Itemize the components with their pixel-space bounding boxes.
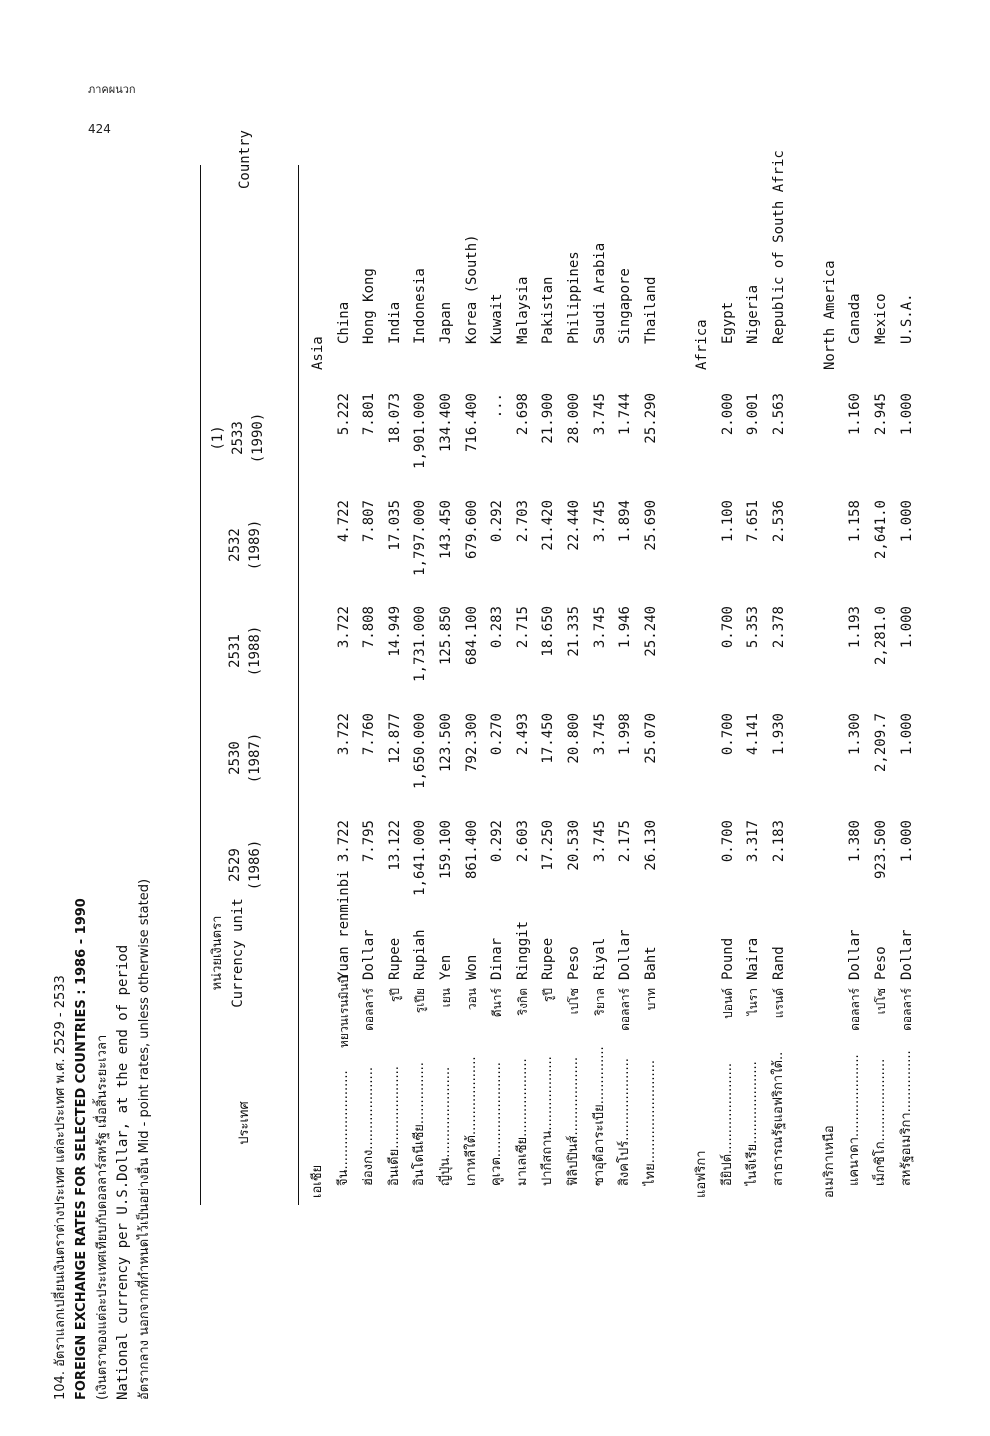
currency-unit-thai: เยน	[438, 988, 453, 1008]
table-spacer	[791, 120, 817, 1410]
country-english: Korea (South)	[463, 234, 480, 344]
rate-value: 25.290	[642, 393, 659, 444]
currency-unit-english: Dollar	[847, 929, 864, 980]
currency-unit-thai: ริยาล	[592, 988, 607, 1016]
table-row	[459, 120, 485, 1410]
currency-unit-thai: ดอลลาร์	[848, 988, 863, 1031]
header-year-1986: 2529 (1986)	[227, 839, 263, 891]
currency-unit-english: Yen	[437, 954, 454, 980]
rate-value: 1.100	[719, 500, 736, 543]
table-body	[305, 120, 919, 1410]
currency-unit-thai: ริงกิต	[515, 988, 530, 1016]
country-english: Republic of South Afric	[770, 150, 787, 344]
currency-unit-english: Dollar	[898, 929, 915, 980]
country-thai: จีน........................	[335, 1070, 351, 1186]
rate-value: 18.073	[386, 393, 403, 444]
header-currency-unit: หน่วยเงินตรา Currency unit	[210, 898, 246, 1008]
rate-value: 3.722	[335, 820, 352, 863]
rate-value: 3.317	[745, 820, 762, 863]
rate-value: 3.745	[591, 500, 608, 543]
country-thai: เกาหลีใต้...................	[463, 1056, 479, 1186]
country-thai: เม็กซิโก....................	[873, 1058, 889, 1186]
rate-value: 5.222	[335, 393, 352, 436]
rate-value: 2.563	[770, 393, 787, 436]
rate-value: 26.130	[642, 820, 659, 871]
rate-value: 2,281.0	[873, 606, 890, 666]
country-thai: ไนจีเรีย....................	[745, 1061, 761, 1186]
currency-unit-english: Dinar	[489, 937, 506, 980]
country-english: Pakistan	[540, 276, 557, 344]
rate-value: 7.760	[361, 713, 378, 756]
rate-value: 679.600	[463, 500, 480, 560]
rate-value: 0.270	[489, 713, 506, 756]
subtitle-note: อัตรากลาง นอกจากที่กำหนดไว้เป็นอย่างอื่น Mid - point rates, unless otherwise stated)	[137, 878, 152, 1400]
currency-unit-english: Dollar	[361, 929, 378, 980]
rate-value: 123.500	[437, 713, 454, 773]
table-row	[535, 120, 561, 1410]
currency-unit-thai: หยวนเรนมินบิ	[336, 975, 351, 1048]
rate-value: 2.603	[514, 820, 531, 863]
rate-value: 7.807	[361, 500, 378, 543]
rate-value: 20.530	[565, 820, 582, 871]
title-line-english: FOREIGN EXCHANGE RATES FOR SELECTED COUNTRIES : 1986 - 1990	[74, 898, 89, 1400]
rate-value: 0.700	[719, 820, 736, 863]
country-english: Philippines	[565, 251, 582, 344]
rate-value: 25.070	[642, 713, 659, 764]
table-row	[715, 120, 741, 1410]
rate-value: 1.000	[898, 820, 915, 863]
group-label-english: North America	[821, 260, 838, 370]
group-label-thai: แอฟริกา	[693, 1150, 709, 1198]
rate-value: 3.745	[591, 606, 608, 649]
table-group-row	[689, 120, 715, 1410]
rate-value: 1.380	[847, 820, 864, 863]
table-row	[331, 120, 357, 1410]
rate-value: 1.946	[617, 606, 634, 649]
rate-value: 1.158	[847, 500, 864, 543]
country-thai: สิงคโปร์....................	[617, 1058, 633, 1186]
table-row	[868, 120, 894, 1410]
currency-unit-english: Pound	[719, 937, 736, 980]
country-thai: ฮ่องกง....................	[361, 1067, 377, 1186]
table-row	[484, 120, 510, 1410]
currency-unit-thai: รูปี	[387, 988, 402, 1003]
currency-unit-thai: รูเปีย	[413, 988, 428, 1014]
header-country-thai: ประเทศ	[237, 1101, 252, 1145]
rate-value: 1.000	[898, 393, 915, 436]
group-label-thai: อเมริกาเหนือ	[821, 1125, 837, 1198]
currency-unit-english: Peso	[873, 946, 890, 980]
currency-unit-english: Baht	[642, 946, 659, 980]
country-thai: สหรัฐอเมริกา...............	[898, 1050, 914, 1186]
rate-value: 2.945	[873, 393, 890, 436]
table-row	[612, 120, 638, 1410]
rate-value: 861.400	[463, 820, 480, 880]
rate-value: 4.722	[335, 500, 352, 543]
group-label-thai: เอเชีย	[310, 1164, 325, 1198]
page-number: 424	[88, 122, 111, 136]
rate-value: 3.745	[591, 393, 608, 436]
subtitle-thai: (เงินตราของแต่ละประเทศเทียบกับดอลลาร์สหรัฐ เมื่อสิ้นระยะเวลา	[95, 1034, 110, 1400]
rate-value: 3.745	[591, 713, 608, 756]
rate-value: 2,641.0	[873, 500, 890, 560]
table-title	[50, 130, 155, 1400]
rate-value: 1,731.000	[412, 606, 429, 682]
currency-unit-thai: รูปี	[541, 988, 556, 1003]
rate-value: 2.493	[514, 713, 531, 756]
country-english: Indonesia	[412, 268, 429, 344]
currency-unit-english: Ringgit	[514, 920, 531, 980]
country-english: China	[335, 301, 352, 344]
rate-value: 7.795	[361, 820, 378, 863]
table-row	[587, 120, 613, 1410]
rate-value: 1.000	[898, 713, 915, 756]
rate-value: 1.998	[617, 713, 634, 756]
rate-value: 13.122	[386, 820, 403, 871]
rate-value: 1,650.000	[412, 713, 429, 789]
rate-value: 25.690	[642, 500, 659, 551]
rate-value: 1.894	[617, 500, 634, 543]
country-english: Japan	[437, 301, 454, 344]
rate-value: 2.183	[770, 820, 787, 863]
country-english: Egypt	[719, 301, 736, 344]
rate-value: 159.100	[437, 820, 454, 880]
currency-unit-english: Yuan renminbi	[335, 870, 352, 980]
country-english: Kuwait	[489, 293, 506, 344]
rate-value: 1,641.000	[412, 820, 429, 896]
header-year-1987: 2530 (1987)	[227, 732, 263, 784]
rate-value: 5.353	[745, 606, 762, 649]
rate-value: 21.420	[540, 500, 557, 551]
table-header-rule	[298, 165, 299, 1205]
rate-value: 0.700	[719, 606, 736, 649]
country-english: India	[386, 301, 403, 344]
currency-unit-thai: แรนด์	[771, 988, 786, 1019]
rate-value: 684.100	[463, 606, 480, 666]
table-group-row	[305, 120, 331, 1410]
rate-value: 923.500	[873, 820, 890, 880]
country-english: Thailand	[642, 276, 659, 344]
rate-value: 2.536	[770, 500, 787, 543]
country-thai: ไทย.........................	[642, 1059, 658, 1186]
rate-value: ...	[489, 393, 506, 419]
rate-value: 1.000	[898, 606, 915, 649]
country-thai: สาธารณรัฐแอฟริกาใต้..	[770, 1051, 786, 1186]
rate-value: 22.440	[565, 500, 582, 551]
country-thai: มาเลเซีย...................	[514, 1058, 530, 1186]
country-english: Hong Kong	[361, 268, 378, 344]
table-group-row	[817, 120, 843, 1410]
country-english: Saudi Arabia	[591, 242, 608, 344]
country-thai: อินเดีย....................	[386, 1066, 402, 1186]
rate-value: 1,797.000	[412, 500, 429, 576]
rate-value: 18.650	[540, 606, 557, 657]
country-english: Singapore	[617, 268, 634, 344]
country-thai: อินโดนีเซีย...............	[412, 1062, 428, 1186]
country-thai: ปากีสถาน..................	[540, 1056, 556, 1186]
currency-unit-english: Dollar	[617, 929, 634, 980]
rate-value: 716.400	[463, 393, 480, 453]
rate-value: 14.949	[386, 606, 403, 657]
country-english: Malaysia	[514, 276, 531, 344]
country-english: Nigeria	[745, 284, 762, 344]
currency-unit-english: Rupee	[386, 937, 403, 980]
rate-value: 0.292	[489, 820, 506, 863]
rate-value: 12.877	[386, 713, 403, 764]
currency-unit-thai: ดอลลาร์	[618, 988, 633, 1031]
group-label-english: Asia	[310, 336, 326, 370]
rate-value: 2.698	[514, 393, 531, 436]
rate-value: 9.001	[745, 393, 762, 436]
currency-unit-thai: ไนรา	[746, 988, 761, 1016]
header-year-1988: 2531 (1988)	[227, 625, 263, 677]
table-row	[894, 120, 920, 1410]
rate-value: 1,901.000	[412, 393, 429, 469]
currency-unit-english: Riyal	[591, 937, 608, 980]
rate-value: 1.930	[770, 713, 787, 756]
country-english: U.S.A.	[898, 293, 915, 344]
table-spacer	[663, 120, 689, 1410]
country-thai: คูเวต.......................	[489, 1062, 505, 1186]
title-line-thai: 104. อัตราแลกเปลี่ยนเงินตราต่างประเทศ แต่ละประเทศ พ.ศ. 2529 - 2533	[53, 975, 68, 1400]
rate-value: 792.300	[463, 713, 480, 773]
country-thai: ญี่ปุ่น......................	[437, 1066, 453, 1186]
table-row	[561, 120, 587, 1410]
rate-value: 2,209.7	[873, 713, 890, 773]
group-label-english: Africa	[693, 319, 710, 370]
currency-unit-english: Rand	[770, 946, 787, 980]
rate-value: 1.160	[847, 393, 864, 436]
rotated-table-sheet	[50, 120, 920, 1410]
rate-value: 17.035	[386, 500, 403, 551]
currency-unit-english: Naira	[745, 937, 762, 980]
rate-value: 2.715	[514, 606, 531, 649]
currency-unit-english: Won	[463, 954, 480, 980]
rate-value: 2.703	[514, 500, 531, 543]
table-row	[407, 120, 433, 1410]
table-row	[382, 120, 408, 1410]
rate-value: 1.193	[847, 606, 864, 649]
currency-unit-thai: เปโซ	[566, 988, 581, 1015]
rate-value: 17.450	[540, 713, 557, 764]
header-note-1: (1)	[210, 425, 226, 451]
rate-value: 7.651	[745, 500, 762, 543]
subtitle-english: National currency per U.S.Dollar, at the end of period	[115, 944, 131, 1400]
rate-value: 134.400	[437, 393, 454, 453]
table-row	[740, 120, 766, 1410]
rate-value: 4.141	[745, 713, 762, 756]
header-year-1990: (1) 2533 (1990)	[208, 393, 268, 483]
rate-value: 0.700	[719, 713, 736, 756]
section-label: ภาคผนวก	[88, 83, 136, 96]
header-country-english: Country	[237, 130, 253, 190]
rate-value: 21.335	[565, 606, 582, 657]
table-row	[510, 120, 536, 1410]
rate-value: 2.000	[719, 393, 736, 436]
currency-unit-thai: เปโซ	[874, 988, 889, 1015]
rate-value: 28.000	[565, 393, 582, 444]
rate-value: 0.283	[489, 606, 506, 649]
table-row	[433, 120, 459, 1410]
table-top-rule	[200, 165, 201, 1205]
rate-value: 1.000	[898, 500, 915, 543]
rate-value: 21.900	[540, 393, 557, 444]
rate-value: 2.175	[617, 820, 634, 863]
rate-value: 7.801	[361, 393, 378, 436]
country-thai: ฟิลิปปินส์...................	[565, 1056, 581, 1186]
country-thai: ซาอุดีอาระเบีย..............	[591, 1046, 607, 1186]
rate-value: 3.745	[591, 820, 608, 863]
currency-unit-thai: ปอนด์	[720, 988, 735, 1019]
rate-value: 3.722	[335, 606, 352, 649]
rate-value: 25.240	[642, 606, 659, 657]
rate-value: 17.250	[540, 820, 557, 871]
currency-unit-english: Rupee	[540, 937, 557, 980]
rate-value: 7.808	[361, 606, 378, 649]
currency-unit-thai: ดอลลาร์	[362, 988, 377, 1031]
rate-value: 125.850	[437, 606, 454, 666]
table-row	[638, 120, 664, 1410]
currency-unit-english: Rupiah	[412, 929, 429, 980]
table-row	[356, 120, 382, 1410]
header-year-1989: 2532 (1989)	[227, 519, 263, 571]
country-thai: แคนาดา....................	[847, 1054, 863, 1186]
rate-value: 3.722	[335, 713, 352, 756]
rate-value: 143.450	[437, 500, 454, 560]
currency-unit-thai: ดีนาร์	[490, 988, 505, 1018]
country-thai: อียิปต์......................	[719, 1062, 735, 1186]
rate-value: 2.378	[770, 606, 787, 649]
country-english: Mexico	[873, 293, 890, 344]
rate-value: 1.300	[847, 713, 864, 756]
currency-unit-english: Peso	[565, 946, 582, 980]
rate-value: 0.292	[489, 500, 506, 543]
country-english: Canada	[847, 293, 864, 344]
table-row	[842, 120, 868, 1410]
rate-value: 1.744	[617, 393, 634, 436]
currency-unit-thai: วอน	[464, 988, 479, 1011]
currency-unit-thai: ดอลลาร์	[899, 988, 914, 1031]
rate-value: 20.800	[565, 713, 582, 764]
table-row	[766, 120, 792, 1410]
currency-unit-thai: บาท	[643, 988, 658, 1011]
